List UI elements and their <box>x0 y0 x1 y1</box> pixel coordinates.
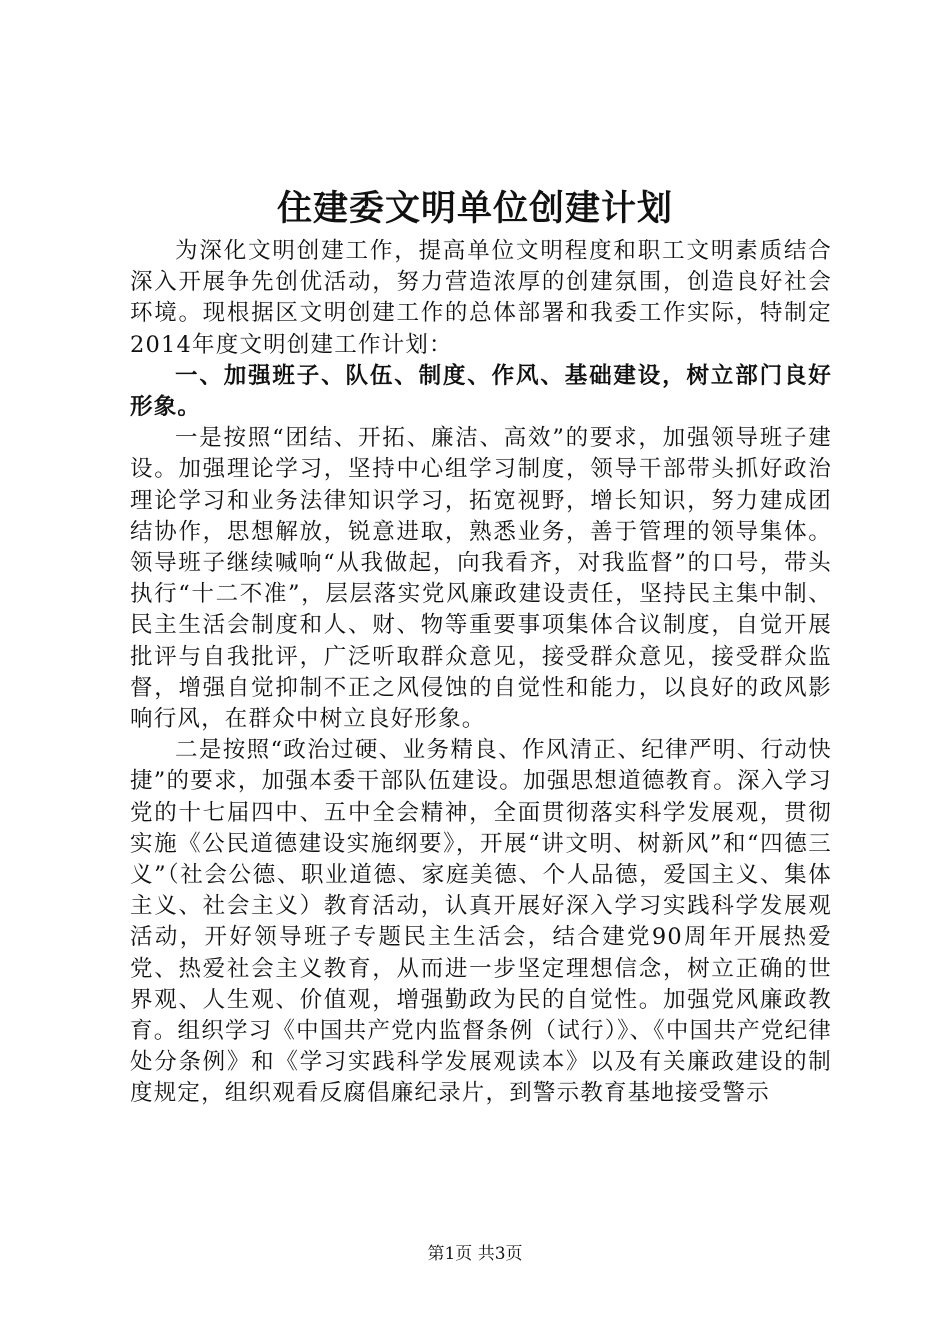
intro-paragraph: 为深化文明创建工作，提高单位文明程度和职工文明素质结合深入开展争先创优活动，努力营造浓厚的创建氛围，创造良好社会环境。现根据区文明创建工作的总体部署和我委工作实际，特制定2014年度文明创建工作计划： <box>130 238 832 358</box>
document-title: 住建委文明单位创建计划 <box>276 188 673 229</box>
page-footer: 第1页 共3页 <box>427 1244 523 1264</box>
body-paragraph: 一是按照“团结、开拓、廉洁、高效”的要求，加强领导班子建设。加强理论学习，坚持中心组学习制度，领导干部带头抓好政治理论学习和业务法律知识学习，拓宽视野，增长知识，努力建成团结协作，思想解放，锐意进取，熟悉业务，善于管理的领导集体。领导班子继续喊响“从我做起，向我看齐，对我监督”的口号，带头执行“十二不准”，层层落实党风廉政建设责任，坚持民主集中制、民主生活会制度和人、财、物等重要事项集体合议制度，自觉开展批评与自我批评，广泛听取群众意见，接受群众意见，接受群众监督，增强自觉抑制不正之风侵蚀的自觉性和能力，以良好的政风影响行风，在群众中树立良好形象。 <box>130 425 832 733</box>
section-heading: 一、加强班子、队伍、制度、作风、基础建设，树立部门良好形象。 <box>130 362 832 421</box>
body-paragraph: 二是按照“政治过硬、业务精良、作风清正、纪律严明、行动快捷”的要求，加强本委干部队伍建设。加强思想道德教育。深入学习党的十七届四中、五中全会精神，全面贯彻落实科学发展观，贯彻实施《公民道德建设实施纲要》，开展“讲文明、树新风”和“四德三义”（社会公德、职业道德、家庭美德、个人品德，爱国主义、集体主义、社会主义）教育活动，认真开展好深入学习实践科学发展观活动，开好领导班子专题民主生活会，结合建党90周年开展热爱党、热爱社会主义教育，从而进一步坚定理想信念，树立正确的世界观、人生观、价值观，增强勤政为民的自觉性。加强党风廉政教育。组织学习《中国共产党内监督条例（试行）》、《中国共产党纪律处分条例》和《学习实践科学发展观读本》以及有关廉政建设的制度规定，组织观看反腐倡廉纪录片，到警示教育基地接受警示 <box>130 737 832 1107</box>
document-body <box>130 236 832 1110</box>
